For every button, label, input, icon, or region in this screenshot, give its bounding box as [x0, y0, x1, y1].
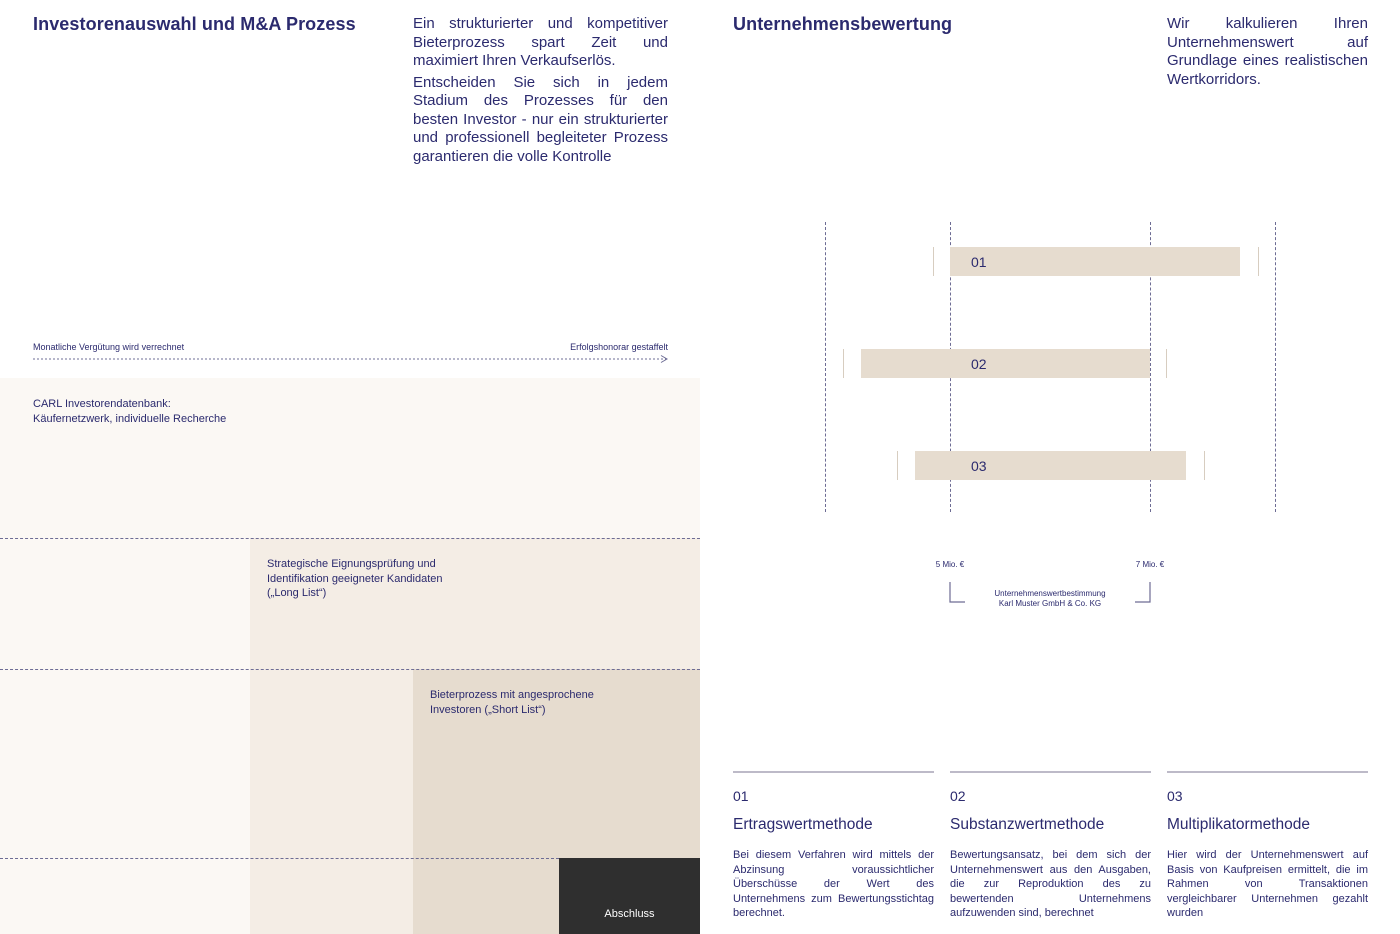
- stage-text-line: Käufernetzwerk, individuelle Recherche: [33, 412, 227, 425]
- valuation-bar-03: [915, 451, 1186, 480]
- intro-left: [413, 15, 668, 169]
- bar-tick: [1166, 349, 1167, 378]
- bar-label-02: 02: [971, 356, 987, 372]
- stage-divider-2: [0, 669, 700, 670]
- stage-text-line: Identifikation geeigneter Kandidaten: [267, 572, 443, 585]
- bar-label-03: 03: [971, 458, 987, 474]
- stage-text-line: Bieterprozess mit angesprochene: [430, 689, 594, 701]
- stage-text-line: Strategische Eignungsprüfung und: [267, 558, 436, 570]
- stage-block-closing: [559, 858, 700, 934]
- method-title-01: Ertragswertmethode: [733, 816, 873, 833]
- bracket-caption: [950, 589, 1150, 609]
- bar-tick: [843, 349, 844, 378]
- process-arrow: [33, 354, 671, 364]
- stage-text-line: („Long List“): [267, 587, 327, 599]
- intro-left-paragraph-1: Ein strukturierter und kompetitiver Bieterprozess spart Zeit und maximiert Ihren Verkaufserlös.: [413, 15, 668, 69]
- method-number-03: 03: [1167, 788, 1183, 804]
- bar-label-01: 01: [971, 254, 987, 270]
- intro-left-paragraph-2: Entscheiden Sie sich in jedem Stadium des Prozesses für den besten Investor - nur ein strukturierter und professionell begleiteter Prozess garantieren die volle Kontrolle: [413, 73, 668, 165]
- arrow-left-label: Monatliche Vergütung wird verrechnet: [33, 342, 185, 352]
- bar-tick: [933, 247, 934, 276]
- stage-text-line: CARL Investorendatenbank:: [33, 398, 171, 410]
- method-divider-01: [733, 771, 934, 773]
- intro-right: Wir kalkulieren Ihren Unternehmenswert auf Grundlage eines realistischen Wertkorridors.: [1167, 15, 1368, 88]
- method-text-02: Bewertungsansatz, bei dem sich der Unternehmenswert aus den Ausgaben, die zur Reproduktion des zu bewertenden Unternehmens aufzuwenden sind, berechnet: [950, 849, 1151, 919]
- method-divider-03: [1167, 771, 1368, 773]
- range-high-label: 7 Mio. €: [1135, 560, 1165, 569]
- stage-text-short-list: [430, 688, 594, 717]
- method-number-01: 01: [733, 788, 749, 804]
- stage-divider-3: [0, 858, 559, 859]
- stage-text-long-list: [267, 557, 443, 601]
- method-title-02: Substanzwertmethode: [950, 816, 1105, 833]
- stage-divider-1: [0, 538, 700, 539]
- arrow-right-label: Erfolgshonorar gestaffelt: [570, 342, 668, 352]
- range-low-label: 5 Mio. €: [935, 560, 965, 569]
- method-text-01: Bei diesem Verfahren wird mittels der Abzinsung voraussichtlicher Überschüsse der Wert des Unternehmens zum Bewertungsstichtag berechnet.: [733, 849, 934, 919]
- method-number-02: 02: [950, 788, 966, 804]
- stage-text-line: Investoren („Short List“): [430, 703, 546, 716]
- page-title-right: Unternehmensbewertung: [733, 14, 953, 34]
- method-title-03: Multiplikatormethode: [1167, 816, 1311, 833]
- valuation-bar-02: [861, 349, 1150, 378]
- bar-tick: [1204, 451, 1205, 480]
- valuation-bar-01: [950, 247, 1240, 276]
- bracket-caption-line-1: Unternehmenswertbestimmung: [994, 589, 1106, 598]
- grid-line-outer-right: [1275, 222, 1276, 512]
- bar-tick: [897, 451, 898, 480]
- method-divider-02: [950, 771, 1151, 773]
- stage-text-database: [33, 397, 226, 426]
- bracket-caption-line-2: Karl Muster GmbH & Co. KG: [998, 599, 1102, 608]
- method-text-03: Hier wird der Unternehmenswert auf Basis von Kaufpreisen ermittelt, die im Rahmen von Transaktionen vergleichbarer Unternehmen gezahlt wurden: [1167, 849, 1368, 919]
- stage-text-closing: Abschluss: [604, 908, 655, 920]
- bar-tick: [1258, 247, 1259, 276]
- grid-line-outer-left: [825, 222, 826, 512]
- page-title-left: Investorenauswahl und M&A Prozess: [33, 14, 356, 34]
